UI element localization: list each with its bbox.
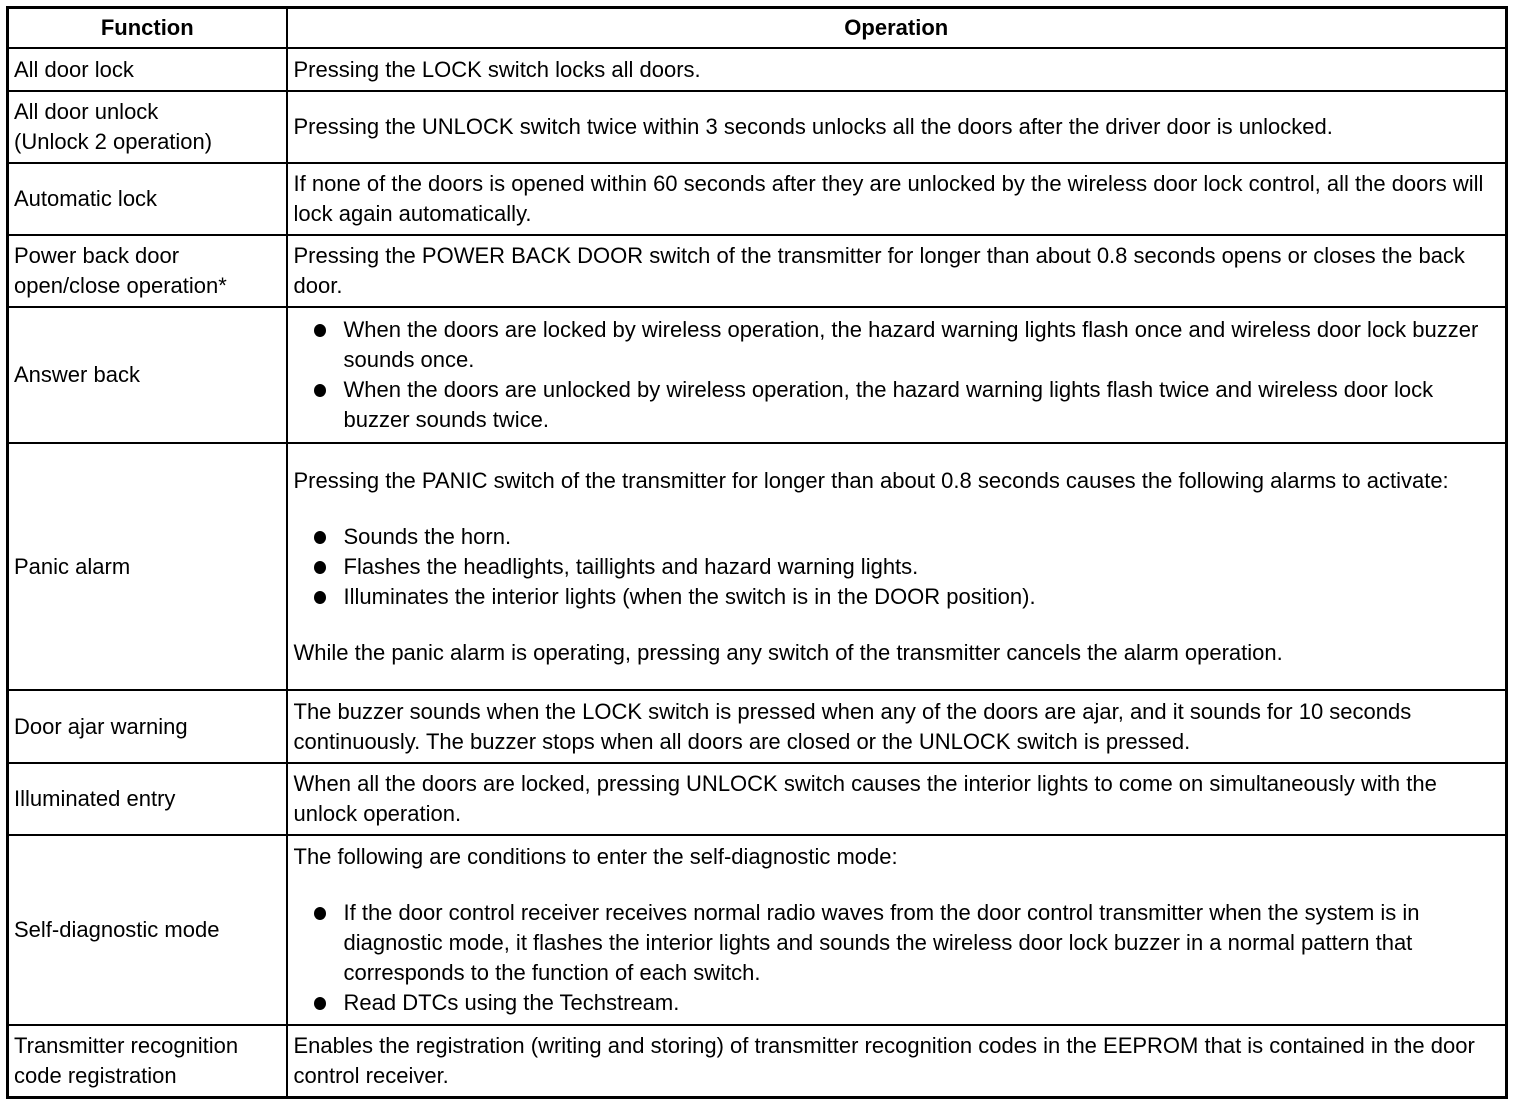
function-line: code registration	[14, 1063, 177, 1088]
function-cell: Automatic lock	[8, 163, 287, 235]
table-row	[8, 235, 1507, 307]
function-cell	[8, 235, 287, 307]
function-cell: Panic alarm	[8, 443, 287, 690]
table-row	[8, 443, 1507, 690]
operation-cell	[287, 443, 1507, 690]
table-row	[8, 48, 1507, 91]
operation-cell: The buzzer sounds when the LOCK switch is pressed when any of the doors are ajar, and it sounds for 10 seconds continuously. The buzzer stops when all doors are closed or the UNLOCK switch is pressed.	[287, 690, 1507, 763]
function-cell: Answer back	[8, 307, 287, 443]
operation-cell: Pressing the LOCK switch locks all doors.	[287, 48, 1507, 91]
table-row	[8, 835, 1507, 1025]
spacer	[294, 872, 1501, 898]
bullet-icon	[314, 907, 326, 920]
function-cell	[8, 91, 287, 163]
bullet-item	[294, 522, 1501, 552]
operation-cell: Enables the registration (writing and storing) of transmitter recognition codes in the EEPROM that is contained in the door control receiver.	[287, 1025, 1507, 1098]
function-line: open/close operation*	[14, 273, 227, 298]
table-row	[8, 1025, 1507, 1098]
spacer	[294, 612, 1501, 638]
bullet-item	[294, 375, 1501, 435]
function-cell: Door ajar warning	[8, 690, 287, 763]
spacer	[294, 496, 1501, 522]
bullet-icon	[314, 384, 326, 397]
bullet-text: Illuminates the interior lights (when the switch is in the DOOR position).	[343, 583, 1036, 609]
function-cell: All door lock	[8, 48, 287, 91]
table-header-row	[8, 8, 1507, 49]
operation-cell: When all the doors are locked, pressing UNLOCK switch causes the interior lights to come on simultaneously with the unlock operation.	[287, 763, 1507, 835]
bullet-text: Sounds the horn.	[343, 523, 512, 549]
bullet-icon	[314, 997, 326, 1010]
bullet-icon	[314, 561, 326, 574]
operation-cell	[287, 307, 1507, 443]
function-line: Power back door	[14, 243, 180, 268]
table-row	[8, 307, 1507, 443]
function-cell	[8, 1025, 287, 1098]
function-line: All door unlock	[14, 99, 159, 124]
column-header-function: Function	[8, 8, 287, 49]
table-row	[8, 91, 1507, 163]
function-line: (Unlock 2 operation)	[14, 129, 213, 154]
intro-text: Pressing the PANIC switch of the transmitter for longer than about 0.8 seconds causes the following alarms to activate:	[293, 467, 1449, 493]
operation-cell: Pressing the POWER BACK DOOR switch of the transmitter for longer than about 0.8 seconds opens or closes the back door.	[287, 235, 1507, 307]
table-row	[8, 163, 1507, 235]
bullet-text: If the door control receiver receives normal radio waves from the door control transmitter when the system is in diagnostic mode, it flashes the interior lights and sounds the wireless door lock buzzer in a normal pattern that corresponds to the function of each switch.	[343, 900, 1420, 985]
bullet-item	[294, 552, 1501, 582]
bullet-icon	[314, 324, 326, 337]
bullet-item	[294, 315, 1501, 375]
function-line: Transmitter recognition	[14, 1033, 239, 1058]
bullet-text: When the doors are locked by wireless operation, the hazard warning lights flash once and wireless door lock buzzer sounds once.	[343, 317, 1479, 372]
table-row	[8, 690, 1507, 763]
bullet-text: When the doors are unlocked by wireless operation, the hazard warning lights flash twice and wireless door lock buzzer sounds twice.	[343, 377, 1434, 432]
bullet-list	[294, 522, 1501, 612]
operation-cell: If none of the doors is opened within 60 seconds after they are unlocked by the wireless door lock control, all the doors will lock again automatically.	[287, 163, 1507, 235]
bullet-text: Flashes the headlights, taillights and hazard warning lights.	[343, 553, 919, 579]
bullet-item	[294, 898, 1501, 988]
operation-cell	[287, 835, 1507, 1025]
intro-text: The following are conditions to enter the self-diagnostic mode:	[293, 844, 898, 869]
operation-cell: Pressing the UNLOCK switch twice within 3 seconds unlocks all the doors after the driver door is unlocked.	[287, 91, 1507, 163]
bullet-list	[294, 315, 1501, 435]
bullet-list	[294, 898, 1501, 1018]
bullet-item	[294, 988, 1501, 1018]
bullet-icon	[314, 531, 326, 544]
function-operation-table	[6, 6, 1508, 1099]
bullet-item	[294, 582, 1501, 612]
bullet-text: Read DTCs using the Techstream.	[343, 990, 680, 1015]
function-cell: Self-diagnostic mode	[8, 835, 287, 1025]
bullet-icon	[314, 591, 326, 604]
column-header-operation: Operation	[287, 8, 1507, 49]
function-cell: Illuminated entry	[8, 763, 287, 835]
table-row	[8, 763, 1507, 835]
outro-text: While the panic alarm is operating, pressing any switch of the transmitter cancels the alarm operation.	[293, 639, 1283, 665]
